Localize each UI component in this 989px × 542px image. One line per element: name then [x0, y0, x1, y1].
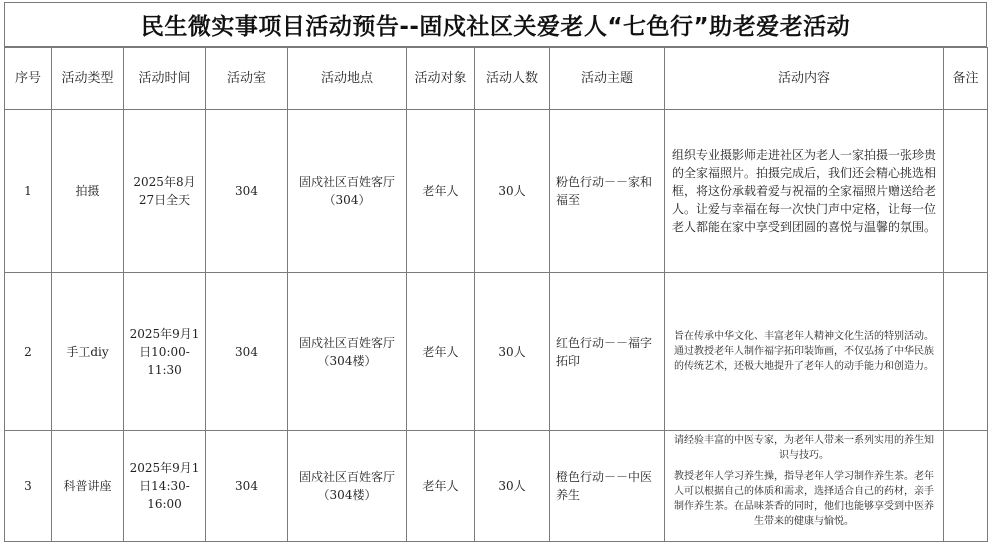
cell-target: 老年人: [407, 110, 475, 273]
table-row: [5, 110, 988, 273]
cell-count: 30人: [475, 273, 550, 431]
header-time: 活动时间: [124, 48, 206, 110]
cell-time: 2025年9月1日10:00-11:30: [124, 273, 206, 431]
header-note: 备注: [944, 48, 988, 110]
cell-theme: 橙色行动－－中医养生: [550, 431, 665, 542]
cell-type: 科普讲座: [52, 431, 124, 542]
cell-content: 组织专业摄影师走进社区为老人一家拍摄一张珍贵的全家福照片。拍摄完成后，我们还会精心挑选相框，将这份承载着爱与祝福的全家福照片赠送给老人。让爱与幸福在每一次快门声中定格，让每一位老人都能在家中享受到团圆的喜悦与温馨的氛围。: [665, 110, 944, 273]
cell-theme: 粉色行动－－家和福至: [550, 110, 665, 273]
header-target: 活动对象: [407, 48, 475, 110]
cell-no: 2: [5, 273, 52, 431]
cell-type: 手工diy: [52, 273, 124, 431]
cell-time: 2025年9月1日14:30-16:00: [124, 431, 206, 542]
header-count: 活动人数: [475, 48, 550, 110]
cell-no: 1: [5, 110, 52, 273]
table-header-row: [5, 48, 988, 110]
cell-type: 拍摄: [52, 110, 124, 273]
cell-note: [944, 273, 988, 431]
cell-count: 30人: [475, 110, 550, 273]
cell-count: 30人: [475, 431, 550, 542]
cell-room: 304: [206, 110, 288, 273]
cell-time: 2025年8月27日全天: [124, 110, 206, 273]
cell-place: 固戍社区百姓客厅（304）: [288, 110, 407, 273]
page-title: 民生微实事项目活动预告--固戍社区关爱老人“七色行”助老爱老活动: [4, 2, 987, 47]
content-paragraph: 请经验丰富的中医专家，为老年人带来一系列实用的养生知识与技巧。: [674, 435, 934, 461]
header-place: 活动地点: [288, 48, 407, 110]
cell-note: [944, 431, 988, 542]
header-room: 活动室: [206, 48, 288, 110]
table-row: [5, 431, 988, 542]
cell-room: 304: [206, 431, 288, 542]
header-theme: 活动主题: [550, 48, 665, 110]
cell-target: 老年人: [407, 431, 475, 542]
cell-no: 3: [5, 431, 52, 542]
content-paragraph: 教授老年人学习养生操，指导老年人学习制作养生茶。老年人可以根据自己的体质和需求，选择适合自己的药材，亲手制作养生茶。在品味茶香的同时，他们也能够享受到中医养生带来的健康与愉悦。: [674, 471, 934, 527]
header-content: 活动内容: [665, 48, 944, 110]
cell-place: 固戍社区百姓客厅（304楼）: [288, 431, 407, 542]
cell-theme: 红色行动－－福字拓印: [550, 273, 665, 431]
cell-place: 固戍社区百姓客厅（304楼）: [288, 273, 407, 431]
header-type: 活动类型: [52, 48, 124, 110]
cell-target: 老年人: [407, 273, 475, 431]
header-no: 序号: [5, 48, 52, 110]
cell-content: [665, 431, 944, 542]
cell-content: 旨在传承中华文化、丰富老年人精神文化生活的特别活动。通过教授老年人制作福字拓印装饰画，不仅弘扬了中华民族的传统艺术，还极大地提升了老年人的动手能力和创造力。: [665, 273, 944, 431]
cell-note: [944, 110, 988, 273]
table-row: [5, 273, 988, 431]
activity-table: [4, 47, 988, 542]
cell-room: 304: [206, 273, 288, 431]
